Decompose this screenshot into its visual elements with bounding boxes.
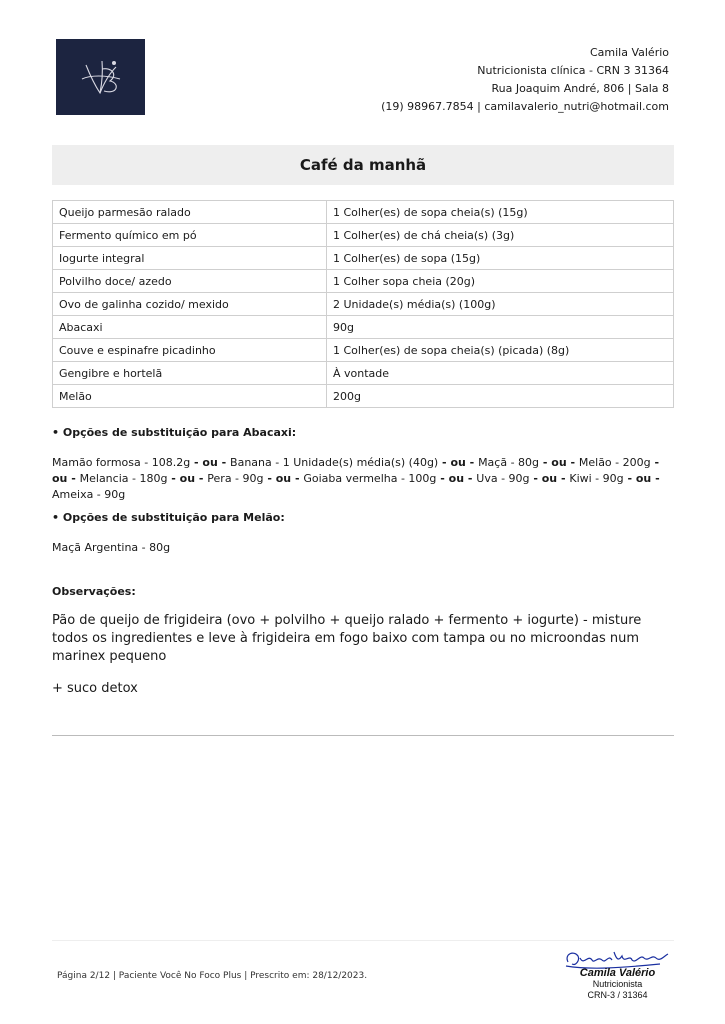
or-separator: - ou - (190, 456, 231, 469)
food-amount: 1 Colher(es) de sopa (15g) (327, 247, 674, 270)
food-name: Melão (53, 385, 327, 408)
table-row (53, 224, 674, 247)
nutritionist-address: Rua Joaquim André, 806 | Sala 8 (491, 82, 669, 95)
substitution-option: Maçã Argentina - 80g (52, 541, 171, 554)
substitution-option: Pera - 90g (207, 472, 264, 485)
observations-text: Pão de queijo de frigideira (ovo + polvilho + queijo ralado + fermento + iogurte) - misture todos os ingredientes e leve à frigideira em fogo baixo com tampa ou no microondas num marinex pequeno (52, 613, 642, 664)
table-row (53, 201, 674, 224)
food-name: Ovo de galinha cozido/ mexido (53, 293, 327, 316)
table-row (53, 293, 674, 316)
food-name: Abacaxi (53, 316, 327, 339)
substitution-option: Kiwi - 90g (569, 472, 624, 485)
table-row (53, 385, 674, 408)
substitution-option: Melancia - 180g (79, 472, 168, 485)
food-table (52, 200, 674, 408)
food-amount: 90g (327, 316, 674, 339)
meal-title-box (52, 145, 674, 185)
substitution-title: • Opções de substituição para Abacaxi: (52, 426, 297, 439)
monogram-logo-icon (56, 39, 145, 115)
food-name: Polvilho doce/ azedo (53, 270, 327, 293)
footer-divider (52, 940, 674, 941)
food-name: Fermento químico em pó (53, 224, 327, 247)
table-row (53, 316, 674, 339)
observations-extra: + suco detox (52, 681, 138, 696)
substitution-option: Banana - 1 Unidade(s) média(s) (40g) (230, 456, 439, 469)
or-separator: - ou - (263, 472, 304, 485)
substitution-option: Uva - 90g (476, 472, 530, 485)
substitution-option: Melão - 200g (578, 456, 651, 469)
food-name: Gengibre e hortelã (53, 362, 327, 385)
table-row (53, 270, 674, 293)
substitution-options (52, 540, 674, 556)
or-separator: - ou - (438, 456, 479, 469)
substitution-options (52, 455, 674, 503)
nutritionist-title: Nutricionista clínica - CRN 3 31364 (477, 64, 669, 77)
food-amount: 2 Unidade(s) média(s) (100g) (327, 293, 674, 316)
food-amount: 200g (327, 385, 674, 408)
table-row (53, 339, 674, 362)
substitution-option: Goiaba vermelha - 100g (303, 472, 437, 485)
signature (560, 944, 675, 1004)
food-amount: À vontade (327, 362, 674, 385)
signature-text (560, 968, 675, 1001)
food-name: Couve e espinafre picadinho (53, 339, 327, 362)
table-row (53, 362, 674, 385)
table-row (53, 247, 674, 270)
observations-title: Observações: (52, 585, 136, 598)
or-separator: - ou - (52, 456, 660, 485)
signature-crn: CRN-3 / 31364 (587, 990, 648, 1000)
or-separator: - ou - (529, 472, 570, 485)
food-name: Iogurte integral (53, 247, 327, 270)
or-separator: - ou - (436, 472, 477, 485)
or-separator: - ou - (167, 472, 208, 485)
meal-title: Café da manhã (299, 156, 427, 174)
or-separator: - ou - (623, 472, 660, 485)
or-separator: - ou - (539, 456, 579, 469)
signature-role: Nutricionista (592, 979, 643, 989)
food-amount: 1 Colher(es) de sopa cheia(s) (15g) (327, 201, 674, 224)
nutritionist-name: Camila Valério (589, 46, 669, 59)
substitution-abacaxi (52, 425, 674, 503)
signature-name: Camila Valério (579, 967, 656, 979)
food-name: Queijo parmesão ralado (53, 201, 327, 224)
substitution-title: • Opções de substituição para Melão: (52, 511, 285, 524)
footer-text: Página 2/12 | Paciente Você No Foco Plus | Prescrito em: 28/12/2023. (57, 971, 368, 981)
food-amount: 1 Colher(es) de chá cheia(s) (3g) (327, 224, 674, 247)
substitution-melao (52, 510, 674, 556)
header-info (381, 44, 669, 116)
nutritionist-contact: (19) 98967.7854 | camilavalerio_nutri@hotmail.com (381, 100, 669, 113)
logo (56, 39, 145, 115)
substitution-option: Mamão formosa - 108.2g (52, 456, 191, 469)
food-amount: 1 Colher sopa cheia (20g) (327, 270, 674, 293)
divider (52, 735, 674, 736)
substitution-option: Maçã - 80g (478, 456, 540, 469)
food-amount: 1 Colher(es) de sopa cheia(s) (picada) (8g) (327, 339, 674, 362)
substitution-option: Ameixa - 90g (52, 488, 126, 501)
